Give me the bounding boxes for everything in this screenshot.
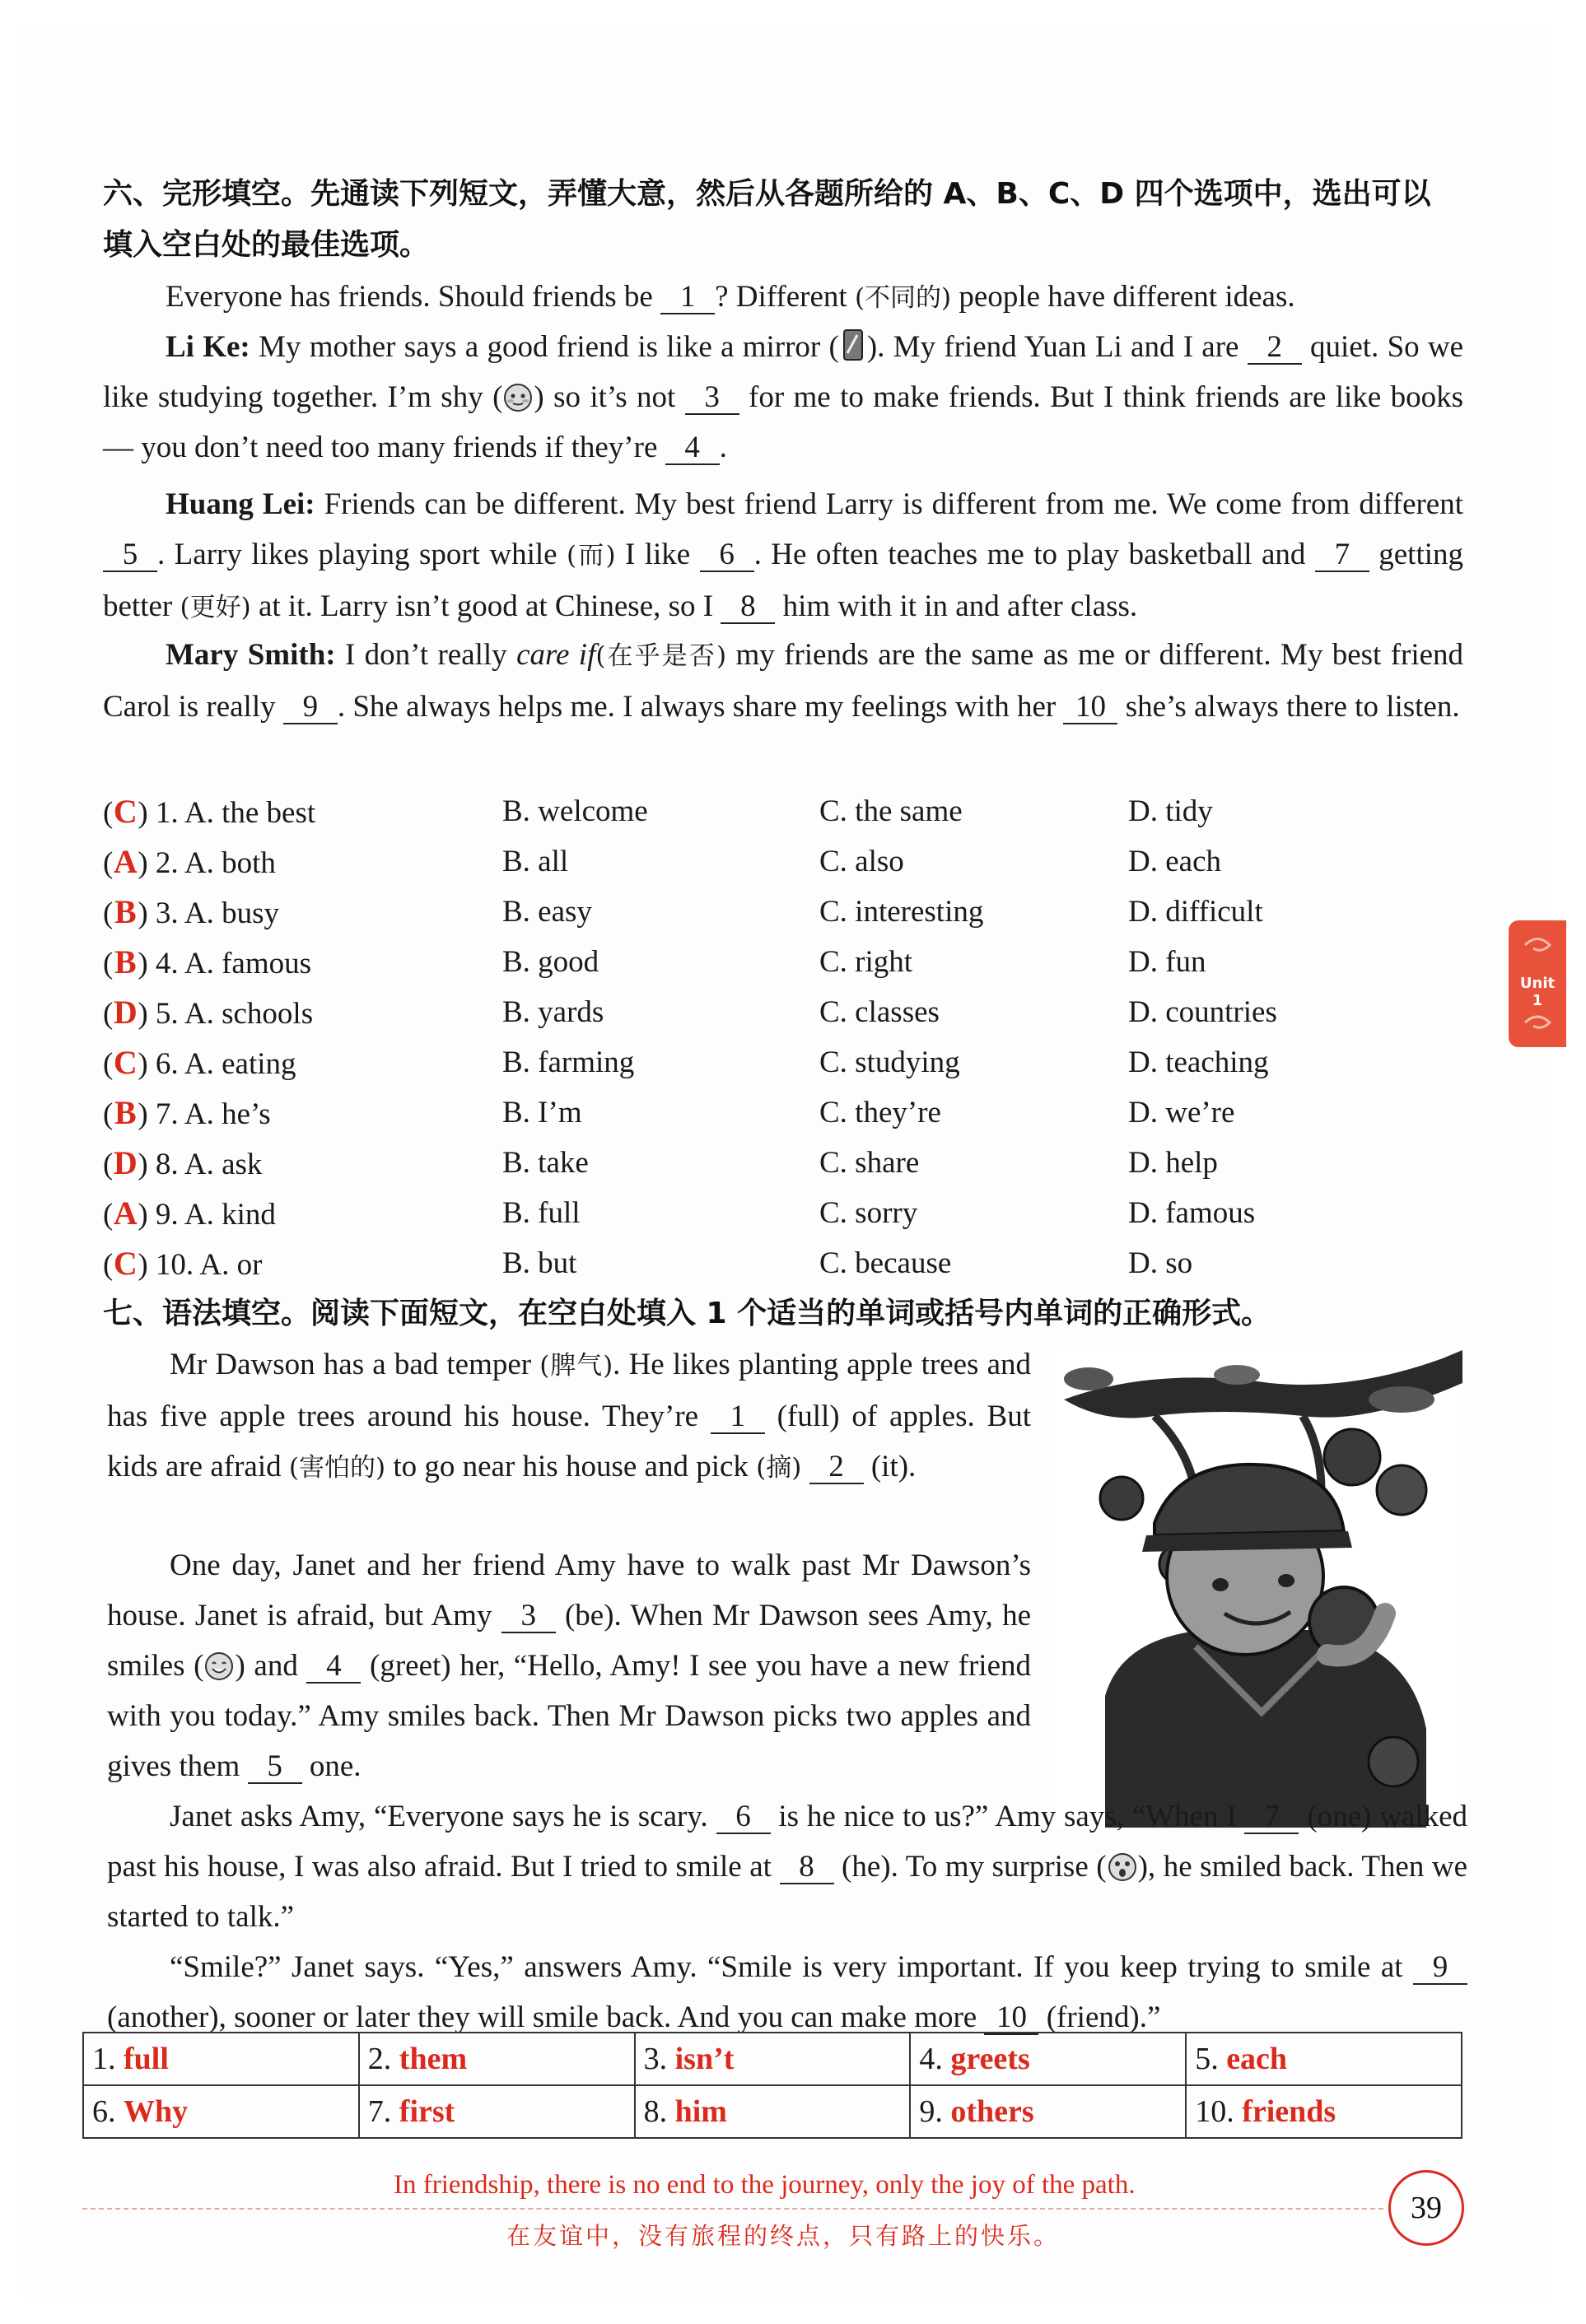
answer-cell: 1. full — [83, 2033, 359, 2085]
answer-cell: 7. first — [359, 2085, 635, 2138]
option-c: C. the same — [819, 794, 963, 828]
grammar-blank-9: 9 — [1413, 1952, 1467, 1985]
option-b: B. I’m — [502, 1096, 582, 1129]
option-d: D. help — [1128, 1146, 1218, 1180]
blank-10: 10 — [1063, 692, 1117, 724]
blank-8: 8 — [721, 591, 775, 624]
question-row: (A) 9. A. kind B. full C. sorry D. famous — [103, 1188, 1569, 1238]
option-d: D. each — [1128, 845, 1221, 878]
question-row: (D) 8. A. ask B. take C. share D. help — [103, 1138, 1569, 1188]
blank-7: 7 — [1315, 539, 1369, 572]
answer-row — [83, 2033, 1462, 2085]
question-row: (B) 3. A. busy B. easy C. interesting D. difficult — [103, 887, 1569, 937]
question-row: (B) 7. A. he’s B. I’m C. they’re D. we’re — [103, 1087, 1569, 1138]
question-row: (A) 2. A. both B. all C. also D. each — [103, 836, 1569, 887]
unit-side-tab — [1509, 920, 1566, 1047]
option-b: B. farming — [502, 1046, 635, 1079]
cloze-mary-smith: Mary Smith: I don’t really care if(在乎是否) my friends are the same as me or different. My best friend Carol is really 9 . She always helps me. I always share my feelings with her 10 she’s always there to listen. — [103, 638, 1464, 724]
grammar-blank-3: 3 — [501, 1600, 556, 1633]
answer-mark: C — [113, 793, 138, 830]
cloze-li-ke: Li Ke: My mother says a good friend is like a mirror ( ). My friend Yuan Li and I are 2 quiet. So we like studying together. I’m shy ( ) so it’s not 3 for me to make friends. But I think friends are like books — you don’t need too many friends if they’re 4 . — [103, 322, 1463, 473]
grammar-p3: Janet asks Amy, “Everyone says he is scary. 6 is he nice to us?” Amy says, “When I 7 (one) walked past his house, I was also afraid. But I tried to smile at 8 (he). To my surprise ( ), he smiled back. Then we started to talk.” — [107, 1800, 1468, 1934]
answer-mark: D — [113, 994, 138, 1031]
option-c: C. classes — [819, 995, 940, 1029]
option-b: B. good — [502, 945, 599, 979]
blank-4: 4 — [665, 432, 720, 465]
option-d: D. fun — [1128, 945, 1206, 979]
section6-heading-line1: 六、完形填空。先通读下列短文，弄懂大意，然后从各题所给的 A、B、C、D 四个选项中，选出可以 — [103, 177, 1431, 211]
cloze-huang-lei: Huang Lei: Friends can be different. My best friend Larry is different from me. We come from different 5 . Larry likes playing sport while (而) I like 6 . He often teaches me to play basketball and 7 getting better (更好) at it. Larry isn’t good at Chinese, so I 8 him with it in and after class. — [103, 487, 1464, 623]
option-d: D. tidy — [1128, 794, 1213, 828]
grammar-blank-5: 5 — [248, 1751, 302, 1784]
grammar-blank-1: 1 — [711, 1401, 765, 1434]
option-d: D. countries — [1128, 995, 1277, 1029]
question-row: (D) 5. A. schools B. yards C. classes D. countries — [103, 987, 1569, 1037]
option-b: B. all — [502, 845, 569, 878]
page-number: 39 — [1388, 2170, 1464, 2246]
blank-2: 2 — [1248, 332, 1302, 365]
option-d: D. difficult — [1128, 895, 1263, 929]
option-d: D. teaching — [1128, 1046, 1269, 1079]
answer-mark: B — [114, 893, 137, 930]
grammar-blank-6: 6 — [716, 1801, 771, 1834]
answer-mark: C — [113, 1044, 138, 1081]
mirror-icon — [839, 327, 867, 360]
question-row: (C) 10. A. or B. but C. because D. so — [103, 1238, 1569, 1288]
answer-mark: C — [113, 1245, 138, 1282]
grammar-blank-10: 10 — [984, 2002, 1038, 2035]
grammar-blank-4: 4 — [306, 1651, 361, 1684]
grammar-answer-table — [82, 2032, 1462, 2139]
section6-heading — [103, 169, 1470, 271]
option-c: C. studying — [819, 1046, 960, 1079]
question-row: (B) 4. A. famous B. good C. right D. fun — [103, 937, 1569, 987]
answer-cell: 9. others — [910, 2085, 1186, 2138]
unit-label: Unit 1 — [1519, 975, 1556, 1009]
answer-cell: 3. isn’t — [635, 2033, 911, 2085]
answer-cell: 4. greets — [910, 2033, 1186, 2085]
grammar-p4: “Smile?” Janet says. “Yes,” answers Amy. “Smile is very important. If you keep trying to smile at 9 (another), sooner or later they will smile back. And you can make more 10 (friend).” — [107, 1942, 1467, 2042]
answer-mark: D — [113, 1144, 138, 1181]
option-d: D. famous — [1128, 1196, 1256, 1230]
answer-mark: A — [113, 843, 138, 880]
option-b: B. full — [502, 1196, 581, 1230]
option-c: C. sorry — [819, 1196, 918, 1230]
answer-mark: B — [114, 1094, 137, 1131]
blank-3: 3 — [685, 382, 739, 415]
option-c: C. also — [819, 845, 904, 878]
option-c: C. they’re — [819, 1096, 941, 1129]
blank-5: 5 — [103, 539, 157, 572]
surprise-face-icon — [1107, 1848, 1138, 1879]
grammar-blank-8: 8 — [780, 1851, 834, 1884]
option-b: B. but — [502, 1246, 577, 1280]
answer-cell: 5. each — [1186, 2033, 1462, 2085]
footer-quote-en: In friendship, there is no end to the journey, only the joy of the path. — [394, 2170, 1136, 2200]
apple-picking-illustration — [1056, 1350, 1462, 1828]
question-row: (C) 1. A. the best B. welcome C. the same D. tidy — [103, 786, 1569, 836]
grammar-p1: Mr Dawson has a bad temper (脾气). He likes planting apple trees and has five apple trees around his house. They’re 1 (full) of apples. But kids are afraid (害怕的) to go near his house and pick (摘) 2 (it). — [107, 1348, 1032, 1483]
section7-heading: 七、语法填空。阅读下面短文，在空白处填入 1 个适当的单词或括号内单词的正确形式。 — [103, 1297, 1271, 1330]
cloze-choices — [103, 786, 1503, 1297]
option-b: B. easy — [502, 895, 592, 929]
speaker-li-ke: Li Ke: — [166, 330, 250, 364]
cloze-intro: Everyone has friends. Should friends be 1 ? Different (不同的) people have different ideas. — [166, 280, 1295, 314]
answer-mark: A — [113, 1195, 138, 1232]
question-row: (C) 6. A. eating B. farming C. studying D. teaching — [103, 1037, 1569, 1087]
option-b: B. take — [502, 1146, 589, 1180]
option-b: B. yards — [502, 995, 604, 1029]
section6-heading-line2: 填入空白处的最佳选项。 — [103, 228, 430, 262]
option-c: C. right — [819, 945, 913, 979]
answer-mark: B — [114, 943, 137, 980]
option-d: D. we’re — [1128, 1096, 1235, 1129]
option-c: C. interesting — [819, 895, 984, 929]
option-d: D. so — [1128, 1246, 1193, 1280]
grammar-blank-2: 2 — [809, 1451, 864, 1484]
grammar-blank-7: 7 — [1244, 1801, 1299, 1834]
answer-cell: 2. them — [359, 2033, 635, 2085]
option-c: C. share — [819, 1146, 920, 1180]
answer-cell: 8. him — [635, 2085, 911, 2138]
speaker-huang-lei: Huang Lei: — [166, 487, 315, 521]
answer-cell: 6. Why — [83, 2085, 359, 2138]
shy-face-icon — [502, 379, 534, 410]
answer-row — [83, 2085, 1462, 2138]
answer-cell: 10. friends — [1186, 2085, 1462, 2138]
option-c: C. because — [819, 1246, 952, 1280]
footer-divider — [82, 2208, 1383, 2210]
smile-face-icon — [203, 1647, 235, 1679]
blank-6: 6 — [700, 539, 754, 572]
footer-quote-cn: 在友谊中，没有旅程的终点，只有路上的快乐。 — [506, 2224, 1061, 2250]
grammar-p2: One day, Janet and her friend Amy have to walk past Mr Dawson’s house. Janet is afraid, but Amy 3 (be). When Mr Dawson sees Amy, he smiles ( ) and 4 (greet) her, “Hello, Amy! I see you have a new friend with you today.” Amy smiles back. Then Mr Dawson picks two apples and gives them 5 one. — [107, 1549, 1032, 1783]
option-b: B. welcome — [502, 794, 648, 828]
speaker-mary-smith: Mary Smith: — [166, 638, 336, 672]
blank-1: 1 — [660, 282, 715, 314]
blank-9: 9 — [283, 692, 338, 724]
